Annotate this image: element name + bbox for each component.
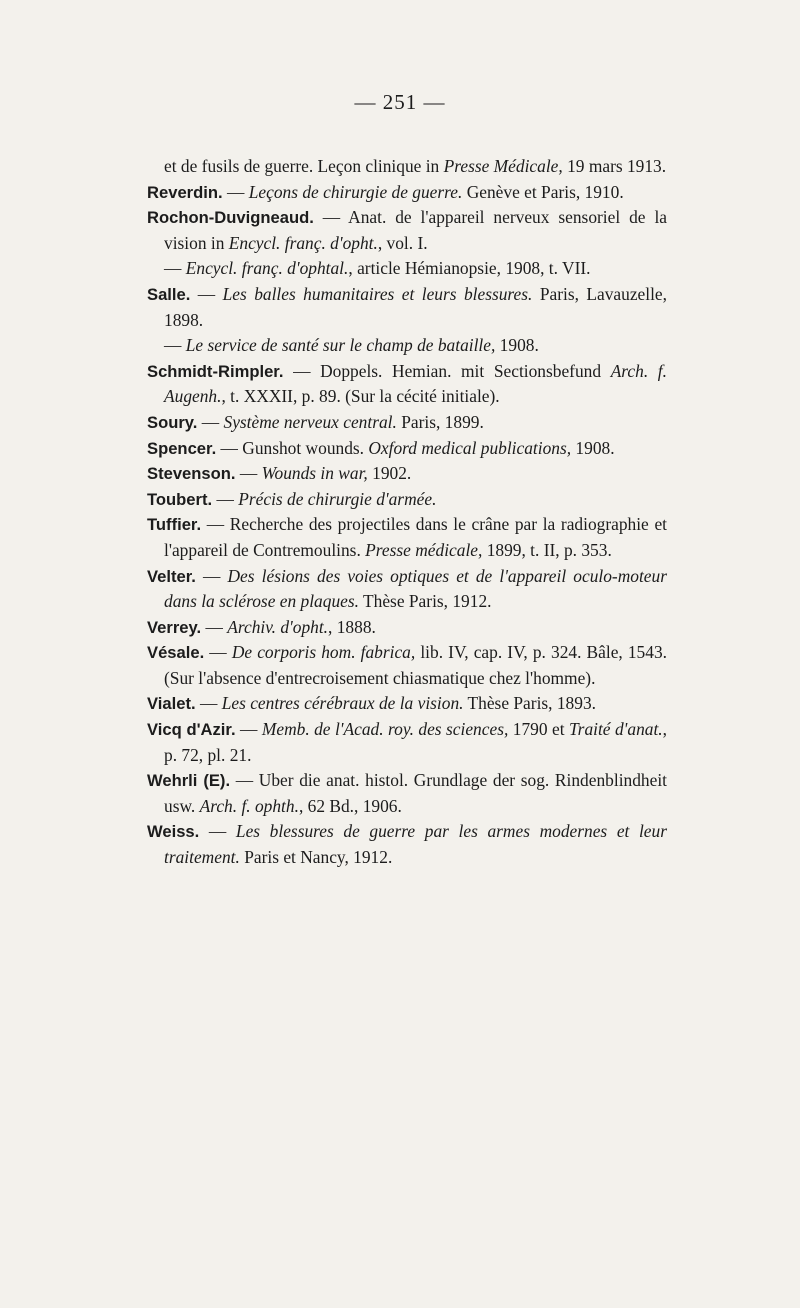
work-title: Leçons de chirurgie de guerre. [248, 181, 463, 202]
entry-text: — [195, 565, 228, 586]
entry-text: , 1888. [328, 616, 376, 637]
bibliography-list [147, 154, 667, 871]
work-title: Précis de chirurgie d'armée. [238, 488, 437, 509]
entry-text: Thèse Paris, 1912. [358, 591, 492, 612]
work-title: Les centres cérébraux de la vision. [221, 693, 464, 714]
author-name: Vialet. [147, 694, 196, 714]
bibliography-entry [147, 359, 667, 410]
work-title: Des lésions des voies optiques et de l'appareil oculo-moteur dans la sclérose en plaques. [164, 565, 667, 612]
bibliography-entry [147, 512, 667, 563]
entry-text: Genève et Paris, 1910. [462, 181, 624, 202]
entry-text: 1908. [571, 437, 615, 458]
bibliography-entry [147, 640, 667, 691]
author-name: Tuffier. [147, 515, 202, 535]
author-name: Velter. [147, 566, 196, 586]
entry-text: — Anat. de l'appareil nerveux sensoriel de la vision in [164, 207, 667, 253]
entry-text: 19 mars 1913. [562, 156, 667, 176]
work-title: Système nerveux central. [223, 411, 397, 432]
bibliography-entry [147, 256, 667, 282]
entry-text: — [195, 693, 222, 714]
author-name: Schmidt-Rimpler. [147, 361, 284, 381]
entry-text: — Uber die anat. histol. Grundlage der sog. Rindenblindheit usw. [164, 770, 667, 816]
work-title: Presse médicale, [365, 539, 483, 560]
entry-text: — [204, 642, 232, 663]
author-name: Salle. [147, 284, 191, 304]
author-name: Toubert. [147, 489, 213, 509]
entry-text: — Doppels. Hemian. mit Sectionsbefund [283, 360, 611, 381]
entry-text: 1902. [367, 463, 412, 484]
work-title: Archiv. d'opht. [227, 616, 329, 637]
work-title: De corporis hom. fabrica, [231, 642, 416, 663]
bibliography-entry [147, 410, 667, 436]
bibliography-entry [147, 819, 667, 870]
entry-text: — [164, 335, 186, 356]
entry-text: — [212, 488, 239, 509]
work-title: Encycl. franç. d'ophtal. [185, 258, 349, 279]
bibliography-entry [147, 333, 667, 359]
bibliography-entry [147, 615, 667, 641]
entry-text: , p. 72, pl. 21. [164, 719, 668, 765]
entry-text: , vol. I. [377, 232, 428, 253]
author-name: Weiss. [147, 822, 200, 842]
entry-text: — [235, 463, 262, 484]
work-title: Oxford medical publications, [368, 437, 572, 458]
entry-text: , 62 Bd., 1906. [298, 795, 402, 816]
entry-text: — [190, 283, 223, 304]
work-title: Arch. f. Augenh. [164, 360, 667, 407]
entry-text: Paris et Nancy, 1912. [239, 847, 393, 868]
author-name: Reverdin. [147, 182, 223, 202]
entry-text: 1908. [495, 335, 539, 356]
entry-text: — [199, 821, 236, 842]
entry-text: — Recherche des projectiles dans le crâne par la radiographie et l'appareil de Contremoulins. [164, 514, 667, 560]
entry-text: 1899, t. II, p. 353. [482, 539, 612, 560]
work-title: Les balles humanitaires et leurs blessures. [222, 283, 533, 304]
bibliography-entry [147, 487, 667, 513]
work-title: Les blessures de guerre par les armes modernes et leur traitement. [164, 821, 667, 868]
entry-text: — Gunshot wounds. [216, 437, 369, 458]
entry-text: — [201, 616, 228, 637]
author-name: Soury. [147, 412, 198, 432]
author-name: Rochon-Duvigneaud. [147, 208, 314, 228]
entry-text: , t. XXXII, p. 89. (Sur la cécité initiale). [221, 386, 500, 407]
bibliography-entry [147, 154, 667, 180]
bibliography-entry [147, 564, 667, 615]
bibliography-entry [147, 461, 667, 487]
entry-text: — [222, 181, 249, 202]
bibliography-entry [147, 282, 667, 333]
bibliography-entry [147, 717, 667, 768]
bibliography-entry [147, 691, 667, 717]
entry-text: Paris, Lavauzelle, 1898. [164, 283, 668, 330]
entry-text: , article Hémianopsie, 1908, t. VII. [348, 258, 591, 279]
page-number: — 251 — [354, 90, 446, 114]
work-title: Memb. de l'Acad. roy. des sciences, [261, 719, 509, 740]
entry-text: — [197, 411, 224, 432]
entry-text: lib. IV, cap. IV, p. 324. Bâle, 1543. (Sur l'absence d'entrecroisement chiasmatique chez l'homme). [164, 642, 667, 688]
work-title: Encycl. franç. d'opht. [228, 232, 378, 253]
author-name: Spencer. [147, 438, 217, 458]
author-name: Vésale. [147, 643, 205, 663]
entry-text: — [164, 258, 186, 279]
entry-text: 1790 et [508, 719, 569, 740]
bibliography-entry [147, 205, 667, 256]
work-title: Presse Médicale, [443, 156, 563, 176]
author-name: Wehrli (E). [147, 771, 231, 791]
bibliography-entry [147, 436, 667, 462]
entry-text: et de fusils de guerre. Leçon clinique in [164, 156, 444, 176]
bibliography-entry [147, 768, 667, 819]
entry-text: Paris, 1899. [396, 411, 484, 432]
author-name: Stevenson. [147, 464, 236, 484]
author-name: Verrey. [147, 617, 202, 637]
bibliography-entry [147, 180, 667, 206]
entry-text: — [235, 719, 262, 740]
author-name: Vicq d'Azir. [147, 720, 236, 740]
entry-text: Thèse Paris, 1893. [463, 693, 596, 714]
work-title: Arch. f. ophth. [199, 795, 299, 816]
work-title: Traité d'anat. [568, 719, 663, 740]
work-title: Le service de santé sur le champ de bataille, [185, 335, 496, 356]
work-title: Wounds in war, [261, 463, 368, 484]
